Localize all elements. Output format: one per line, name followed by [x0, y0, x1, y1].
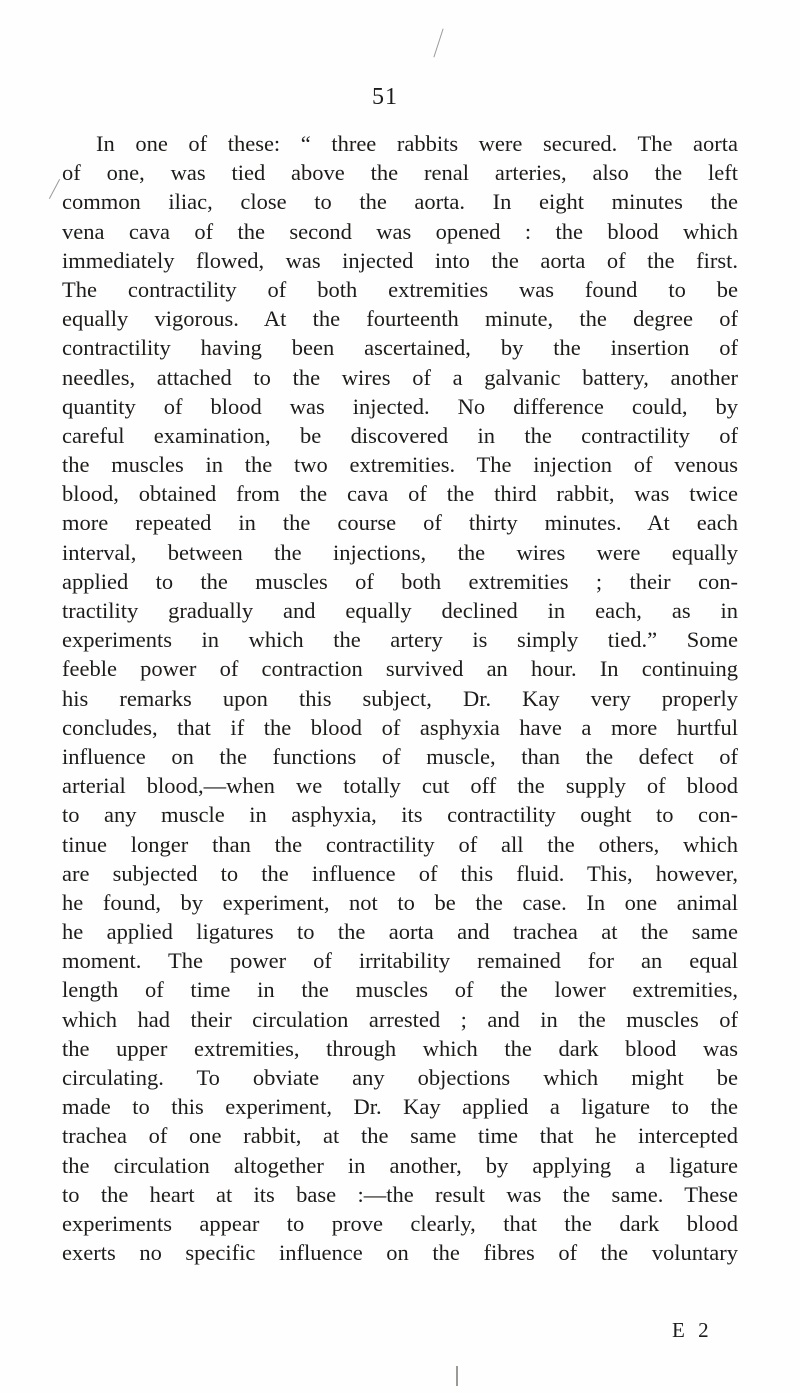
- text-line: his remarks upon this subject, Dr. Kay very properly: [62, 685, 738, 711]
- text-line: feeble power of contraction survived an hour. In continuing: [62, 656, 738, 682]
- text-line: of one, was tied above the renal arteries, also the left: [62, 160, 738, 186]
- text-line: to the heart at its base :—the result was the same. These: [62, 1181, 738, 1207]
- text-line: immediately flowed, was injected into the aorta of the first.: [62, 247, 738, 273]
- text-line: the upper extremities, through which the dark blood was: [62, 1035, 738, 1061]
- text-line: applied to the muscles of both extremities ; their con-: [62, 568, 738, 594]
- text-line: The contractility of both extremities was found to be: [62, 276, 738, 302]
- scan-speck: [456, 1366, 458, 1386]
- scan-speck: [49, 179, 60, 199]
- text-line: circulating. To obviate any objections which might be: [62, 1065, 738, 1090]
- text-line: tinue longer than the contractility of all the others, which: [62, 831, 738, 857]
- text-line: he applied ligatures to the aorta and trachea at the same: [62, 919, 738, 945]
- text-line: needles, attached to the wires of a galvanic battery, another: [62, 364, 738, 390]
- text-line: which had their circulation arrested ; and in the muscles of: [62, 1006, 738, 1032]
- text-line: more repeated in the course of thirty minutes. At each: [62, 510, 738, 536]
- text-line: trachea of one rabbit, at the same time that he intercepted: [62, 1123, 738, 1149]
- signature-mark: E 2: [672, 1318, 713, 1342]
- text-line: experiments in which the artery is simply tied.” Some: [62, 627, 738, 653]
- text-line: vena cava of the second was opened : the blood which: [62, 218, 738, 244]
- text-line: influence on the functions of muscle, than the defect of: [62, 743, 738, 769]
- body-text: [62, 129, 738, 1267]
- text-line: arterial blood,—when we totally cut off the supply of blood: [62, 773, 738, 799]
- text-line: interval, between the injections, the wires were equally: [62, 539, 738, 565]
- text-line: contractility having been ascertained, by the insertion of: [62, 335, 738, 361]
- text-line: moment. The power of irritability remained for an equal: [62, 948, 738, 974]
- text-line: equally vigorous. At the fourteenth minute, the degree of: [62, 306, 738, 332]
- text-line: exerts no specific influence on the fibres of the voluntary: [62, 1240, 738, 1266]
- text-line: blood, obtained from the cava of the third rabbit, was twice: [62, 481, 738, 507]
- text-line: tractility gradually and equally declined in each, as in: [62, 598, 738, 623]
- text-line: In one of these: “ three rabbits were secured. The aorta: [96, 131, 738, 156]
- scan-speck: [433, 29, 443, 58]
- text-line: are subjected to the influence of this fluid. This, however,: [62, 860, 738, 886]
- text-line: made to this experiment, Dr. Kay applied a ligature to the: [62, 1094, 738, 1120]
- text-line: length of time in the muscles of the lower extremities,: [62, 977, 738, 1003]
- text-line: quantity of blood was injected. No difference could, by: [62, 393, 738, 419]
- text-line: experiments appear to prove clearly, that the dark blood: [62, 1210, 738, 1236]
- text-line: he found, by experiment, not to be the case. In one animal: [62, 889, 738, 915]
- text-line: concludes, that if the blood of asphyxia have a more hurtful: [62, 714, 738, 740]
- text-line: careful examination, be discovered in the contractility of: [62, 422, 738, 448]
- text-line: to any muscle in asphyxia, its contractility ought to con-: [62, 802, 738, 828]
- page-number: 51: [372, 84, 398, 110]
- text-line: the circulation altogether in another, by applying a ligature: [62, 1152, 738, 1178]
- text-line: common iliac, close to the aorta. In eight minutes the: [62, 189, 738, 215]
- text-line: the muscles in the two extremities. The injection of venous: [62, 452, 738, 478]
